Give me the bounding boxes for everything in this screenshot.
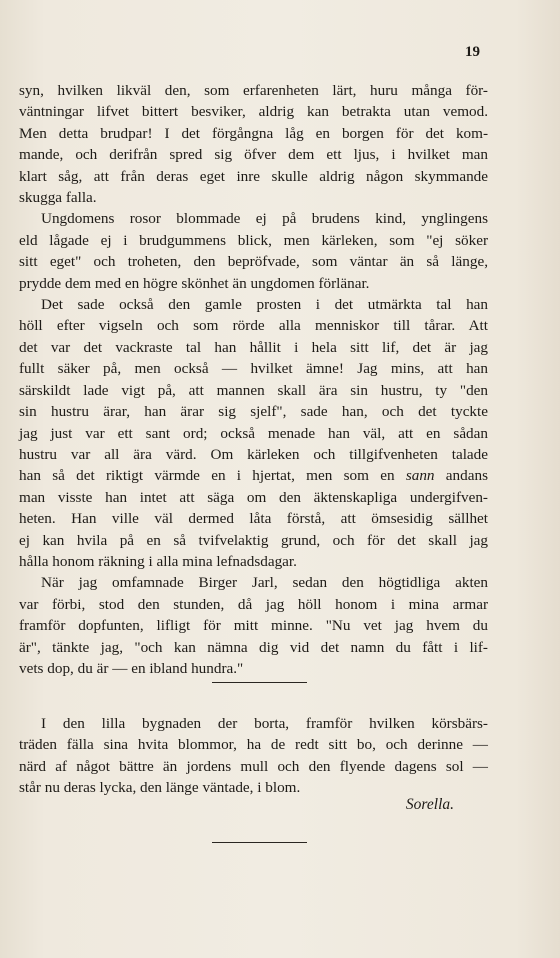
text-line: mande, och derifrån spred sig öfver dem ett ljus, i hvilket man xyxy=(19,146,488,164)
text-line: var förbi, stod den stunden, då jag höll honom i mina armar xyxy=(19,595,488,613)
text-line: särskildt lade vigt på, att mannen skall ära sin hustru, ty "den xyxy=(19,381,488,399)
text-segment: han så det riktigt värmde en i hjertat, men som en xyxy=(19,467,406,485)
emphasized-word: sann xyxy=(405,467,435,485)
text-line: vets dop, du är — en ibland hundra." xyxy=(19,659,244,677)
text-line: skugga falla. xyxy=(19,189,97,207)
page-number: 19 xyxy=(465,44,480,60)
text-line: träden fälla sina hvita blommor, ha de redt sitt bo, och derinne — xyxy=(19,736,488,754)
text-line: klart såg, att från deras eget inre skulle aldrig någon skymmande xyxy=(19,167,488,185)
text-line: Det sade också den gamle prosten i det utmärkta tal han xyxy=(41,296,488,314)
text-line: När jag omfamnade Birger Jarl, sedan den högtidliga akten xyxy=(41,574,488,592)
section-divider xyxy=(212,682,307,683)
text-segment: andans xyxy=(434,467,488,485)
text-line: sin hustru ärar, han ärar sig sjelf", sade han, och det tyckte xyxy=(19,403,488,421)
text-line: höll efter vigseln och som rörde alla menniskor till tårar. Att xyxy=(19,317,488,335)
text-line: Men detta brudpar! I det förgångna låg en borgen för det kom- xyxy=(19,124,488,142)
text-line: hålla honom räkning i alla mina lefnadsdagar. xyxy=(19,552,297,570)
text-line: framför dopfunten, lifligt för mitt minne. "Nu vet jag hvem du xyxy=(19,617,488,635)
text-line: syn, hvilken likväl den, som erfarenheten lärt, huru många för- xyxy=(19,82,488,99)
text-line: jag just var ett sant ord; också menade han väl, att en sådan xyxy=(19,424,488,442)
text-line: prydde dem med en högre skönhet än ungdomen förlänar. xyxy=(19,274,370,292)
text-line: väntningar lifvet bittert besviker, aldrig kan betrakta utan vemod. xyxy=(19,103,488,121)
text-line: Ungdomens rosor blommade ej på brudens kind, ynglingens xyxy=(41,210,488,228)
text-line: fullt säker på, men också — hvilket ämne! Jag mins, att han xyxy=(19,360,488,378)
text-line: sitt eget" och troheten, den bepröfvade, som väntar än så länge, xyxy=(19,253,488,271)
closing-divider xyxy=(212,842,307,843)
closing-text-block xyxy=(19,713,488,799)
text-line: eld lågade ej i brudgummens blick, men kärleken, som "ej söker xyxy=(19,231,488,249)
text-line: man visste han intet att säga om den äktenskapliga undergifven- xyxy=(19,488,488,506)
text-line-with-emphasis xyxy=(19,465,488,486)
text-line: hustru var all ära värd. Om kärleken och tillgifvenheten talade xyxy=(19,445,488,463)
author-signature: Sorella. xyxy=(405,796,454,813)
text-line: ej kan hvila på en så tvifvelaktig grund, och för det skall jag xyxy=(19,531,488,549)
main-text-block xyxy=(19,80,488,679)
text-line: I den lilla bygnaden der borta, framför hvilken körsbärs- xyxy=(41,715,488,732)
text-line: är", tänkte jag, "och kan nämna dig vid det namn du fått i lif- xyxy=(19,638,488,656)
text-line: står nu deras lycka, den länge väntade, i blom. xyxy=(19,779,301,797)
text-line: heten. Han ville väl dermed låta förstå, att ömsesidig sällhet xyxy=(19,510,488,528)
text-line: det var det vackraste tal han hållit i hela sitt lif, det är jag xyxy=(19,338,488,356)
text-line: närd af något bättre än jordens mull och den flyende dagens sol — xyxy=(19,757,488,775)
